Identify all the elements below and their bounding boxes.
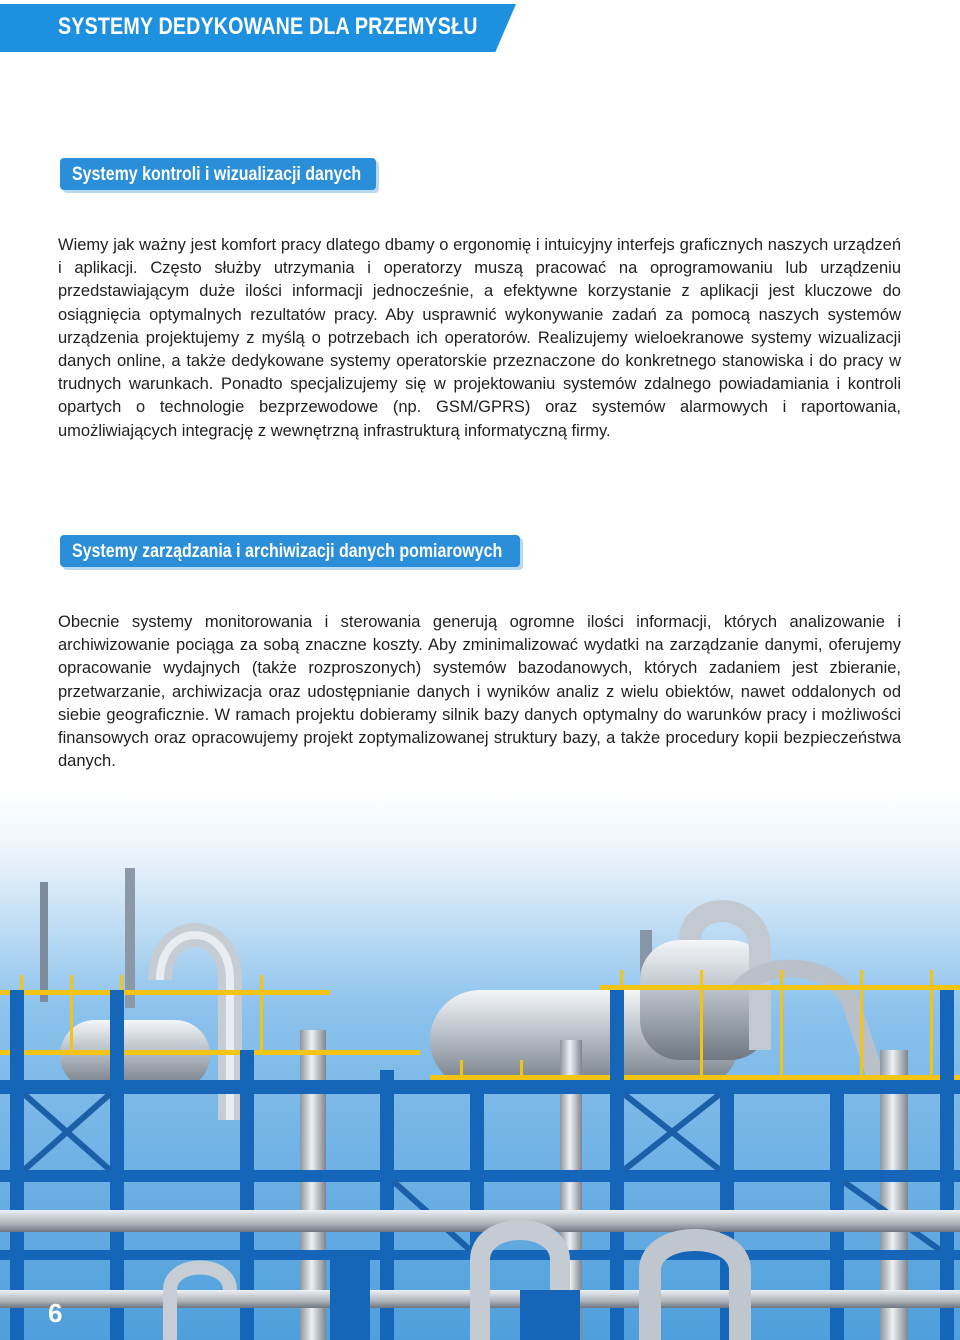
section-heading-pill [60,535,520,567]
section-heading: Systemy zarządzania i archiwizacji danych pomiarowych [72,541,503,562]
section-body-text: Wiemy jak ważny jest komfort pracy dlatego dbamy o ergonomię i intuicyjny interfejs graficznych naszych urządzeń i aplikacji. Często służby utrzymania i operatorzy muszą pracować na oprogramowaniu lub urządzeniu przedstawiającym duże ilości informacji jednocześnie, a efektywne korzystanie z aplikacji jest kluczowe do osiągnięcia optymalnych rezultatów pracy. Aby usprawnić wykonywanie zadań za pomocą naszych systemów urządzenia projektujemy z myślą o potrzebach ich operatorów. Realizujemy wieloekranowe systemy wizualizacji danych online, a także dedykowane systemy operatorskie przeznaczone do konkretnego stanowiska i do pracy w trudnych warunkach. Ponadto specjalizujemy się w projektowaniu systemów zdalnego powiadamiania i kontroli opartych o technologie bezprzewodowe (np. GSM/GPRS) oraz systemów alarmowych i raportowania, umożliwiających integrację z wewnętrzną infrastrukturą informatyczną firmy. [58,236,901,440]
section-heading: Systemy kontroli i wizualizacji danych [72,164,362,185]
section-body-text: Obecnie systemy monitorowania i sterowania generują ogromne ilości informacji, których analizowanie i archiwizowanie pociąga za sobą znaczne koszty. Aby zminimalizować wydatki na zarządzanie danymi, oferujemy opracowanie wydajnych (także rozproszonych) systemów bazodanowych, których zadaniem jest zbieranie, przetwarzanie, archiwizacja oraz udostępnianie danych i wyników analiz z wielu obiektów, nawet oddalonych od siebie geograficznie. W ramach projektu dobieramy silnik bazy danych optymalny do warunków pracy i możliwości finansowych oraz opracowujemy projekt zoptymalizowanej struktury bazy, a także procedury kopii bezpieczeństwa danych. [58,613,901,771]
page-title: SYSTEMY DEDYKOWANE DLA PRZEMYSŁU [58,13,478,40]
page-number: 6 [48,1298,63,1328]
section-heading-pill [60,158,376,190]
industrial-plant-photo [0,790,960,1340]
